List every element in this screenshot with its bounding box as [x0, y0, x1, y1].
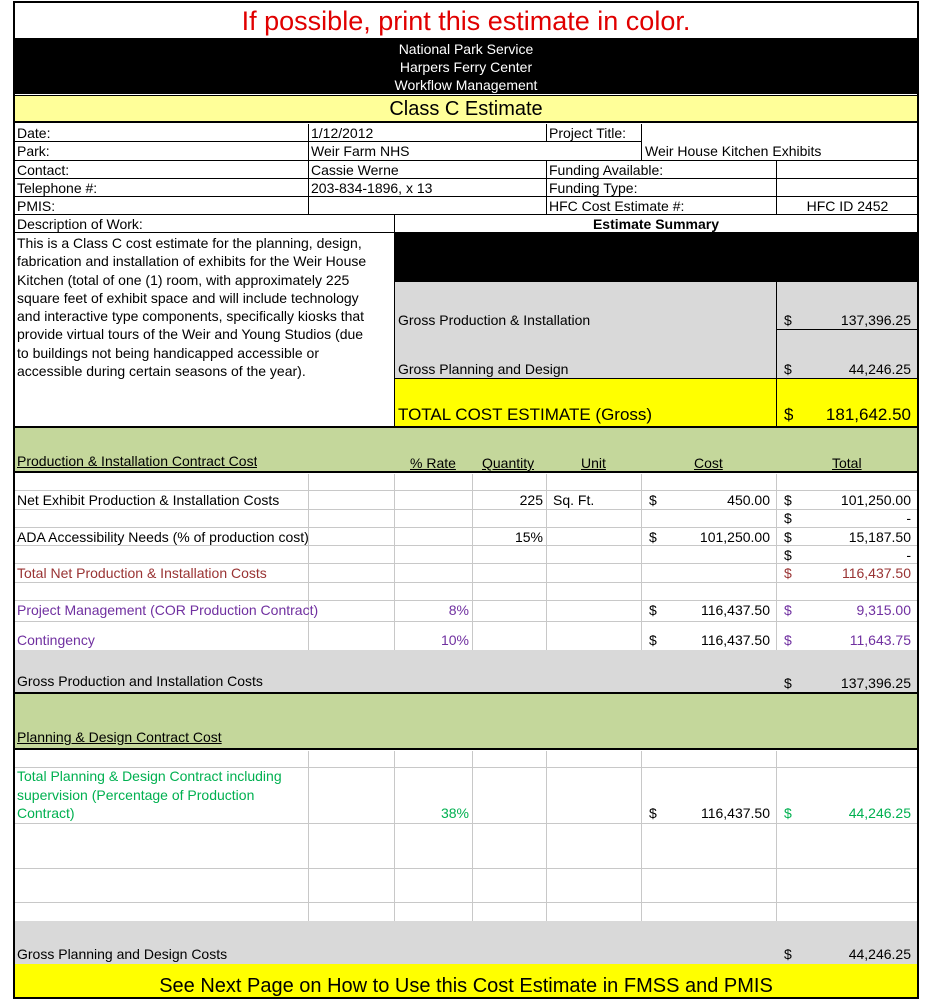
summary-planning-currency: $: [784, 361, 792, 377]
hfc-cost-estimate-value: HFC ID 2452: [806, 198, 889, 214]
description-label: Description of Work:: [17, 216, 143, 232]
total-cost-currency: $: [784, 405, 794, 424]
divider: [546, 124, 547, 142]
description-text: [17, 234, 393, 380]
production-heading: Production & Installation Contract Cost: [17, 453, 258, 469]
divider: [15, 160, 917, 161]
grid-line: [546, 751, 547, 921]
grid-line: [15, 582, 917, 583]
description-line: accessible during certain seasons of the year).: [17, 363, 306, 380]
net-exhibit-cost-currency: $: [649, 492, 657, 508]
divider: [641, 124, 642, 161]
funding-available-label: Funding Available:: [549, 162, 664, 178]
contact-value: Cassie Werne: [311, 162, 399, 178]
ada-total-currency: $: [784, 529, 792, 545]
description-line: This is a Class C cost estimate for the planning, design,: [17, 235, 362, 251]
net-exhibit-label: Net Exhibit Production & Installation Costs: [17, 492, 280, 508]
gross-planning-amount: 44,246.25: [848, 946, 911, 962]
grid-line: [15, 868, 917, 869]
agency-line-3: Workflow Management: [394, 77, 538, 93]
contingency-cost: 116,437.50: [700, 632, 770, 648]
col-quantity-header: Quantity: [482, 455, 535, 471]
ada-cost: 101,250.00: [699, 529, 770, 545]
description-line: fabrication and installation of exhibits for the Weir House: [17, 253, 367, 270]
net-exhibit-total: 101,250.00: [840, 492, 911, 508]
planning-design-total: 44,246.25: [848, 805, 911, 821]
project-management-cost-currency: $: [649, 602, 657, 618]
description-line: provide virtual tours of the Weir and Young Studios (due: [17, 326, 364, 343]
total-cost-amount: 181,642.50: [825, 405, 911, 424]
gross-production-amount: 137,396.25: [840, 675, 911, 691]
description-line: and interactive type components, specifically kiosks that: [17, 308, 365, 325]
contact-label: Contact:: [17, 162, 70, 178]
grid-line: [776, 751, 777, 921]
net-exhibit-total-currency: $: [784, 492, 792, 508]
print-in-color-banner: If possible, print this estimate in color.: [241, 6, 691, 36]
net-exhibit-cost: 450.00: [727, 492, 770, 508]
contingency-rate: 10%: [440, 632, 469, 648]
project-management-label: Project Management (COR Production Contract): [17, 602, 319, 618]
grid-line: [15, 621, 917, 622]
net-exhibit-unit: Sq. Ft.: [553, 492, 595, 508]
gross-production-currency: $: [784, 675, 792, 691]
planning-design-cost-currency: $: [649, 805, 657, 821]
planning-design-cost: 116,437.50: [700, 805, 770, 821]
project-title-value: Weir House Kitchen Exhibits: [645, 143, 822, 159]
telephone-value: 203-834-1896, x 13: [311, 180, 433, 196]
blank-row-1-total-currency: $: [784, 510, 792, 526]
planning-design-total-currency: $: [784, 805, 792, 821]
planning-label-line: Total Planning & Design Contract including: [17, 768, 282, 784]
divider: [776, 329, 917, 330]
blank-row-1-total: -: [906, 510, 911, 526]
pmis-label: PMIS:: [17, 198, 56, 214]
grid-line: [394, 751, 395, 921]
project-management-rate: 8%: [448, 602, 469, 618]
gross-planning-currency: $: [784, 946, 792, 962]
total-net-production-label: Total Net Production & Installation Costs: [17, 565, 267, 581]
agency-line-2: Harpers Ferry Center: [399, 59, 533, 75]
planning-label-line: supervision (Percentage of Production: [17, 786, 255, 803]
project-management-cost: 116,437.50: [700, 602, 770, 618]
total-net-production-amount: 116,437.50: [841, 565, 911, 581]
blank-row-2-total: -: [906, 547, 911, 563]
col-unit-header: Unit: [581, 455, 606, 471]
gross-production-label: Gross Production and Installation Costs: [17, 673, 263, 689]
col-cost-header: Cost: [694, 455, 723, 471]
description-line: to buildings not being handicapped accessible or: [17, 344, 319, 361]
planning-design-label: [17, 767, 307, 823]
summary-planning-label: Gross Planning and Design: [398, 361, 569, 377]
contingency-total: 11,643.75: [849, 632, 911, 648]
total-cost-label: TOTAL COST ESTIMATE (Gross): [398, 405, 653, 424]
grid-line: [15, 823, 917, 824]
grid-line: [15, 902, 917, 903]
agency-line-1: National Park Service: [398, 41, 534, 57]
col-total-header: Total: [832, 455, 862, 471]
planning-heading: Planning & Design Contract Cost: [17, 729, 222, 745]
grid-line: [308, 474, 309, 650]
ada-cost-currency: $: [649, 529, 657, 545]
grid-line: [15, 509, 917, 510]
net-exhibit-quantity: 225: [519, 492, 543, 508]
total-net-production-currency: $: [784, 565, 792, 581]
next-page-note: See Next Page on How to Use this Cost Estimate in FMSS and PMIS: [15, 964, 917, 997]
grid-line: [641, 474, 642, 650]
description-line: square feet of exhibit space and will include technology: [17, 289, 359, 306]
contingency-label: Contingency: [17, 632, 95, 648]
summary-black-band: [395, 233, 917, 282]
divider: [15, 178, 917, 179]
funding-type-label: Funding Type:: [549, 180, 638, 196]
project-management-total: 9,315.00: [856, 602, 911, 618]
project-management-total-currency: $: [784, 602, 792, 618]
summary-production-label: Gross Production & Installation: [398, 312, 591, 328]
ada-total: 15,187.50: [848, 529, 911, 545]
gross-planning-label: Gross Planning and Design Costs: [17, 946, 228, 962]
ada-label: ADA Accessibility Needs (% of production cost): [17, 529, 309, 545]
park-value: Weir Farm NHS: [311, 143, 410, 159]
grid-line: [546, 474, 547, 650]
summary-production-amount: 137,396.25: [840, 312, 911, 328]
grid-line: [776, 474, 777, 650]
summary-production-currency: $: [784, 312, 792, 328]
contingency-total-currency: $: [784, 632, 792, 648]
project-title-label: Project Title:: [549, 125, 627, 141]
contingency-cost-currency: $: [649, 632, 657, 648]
summary-planning-amount: 44,246.25: [848, 361, 911, 377]
col-rate-header: % Rate: [410, 455, 456, 471]
estimate-title: Class C Estimate: [15, 95, 917, 123]
ada-quantity: 15%: [514, 529, 543, 545]
description-line: Kitchen (total of one (1) room, with approximately 225: [17, 271, 350, 288]
park-label: Park:: [17, 143, 50, 159]
divider: [776, 379, 777, 426]
estimate-summary-heading: Estimate Summary: [592, 216, 720, 232]
divider: [308, 124, 309, 215]
date-label: Date:: [17, 125, 51, 141]
divider: [546, 160, 547, 215]
hfc-cost-estimate-label: HFC Cost Estimate #:: [549, 198, 685, 214]
grid-line: [472, 751, 473, 921]
date-value: 1/12/2012: [311, 125, 374, 141]
blank-row-2-total-currency: $: [784, 547, 792, 563]
planning-label-line: Contract): [17, 805, 75, 821]
telephone-label: Telephone #:: [17, 180, 98, 196]
grid-line: [641, 751, 642, 921]
planning-design-rate: 38%: [440, 805, 469, 821]
agency-header: [15, 38, 917, 94]
grid-line: [394, 474, 395, 650]
grid-line: [308, 751, 309, 921]
